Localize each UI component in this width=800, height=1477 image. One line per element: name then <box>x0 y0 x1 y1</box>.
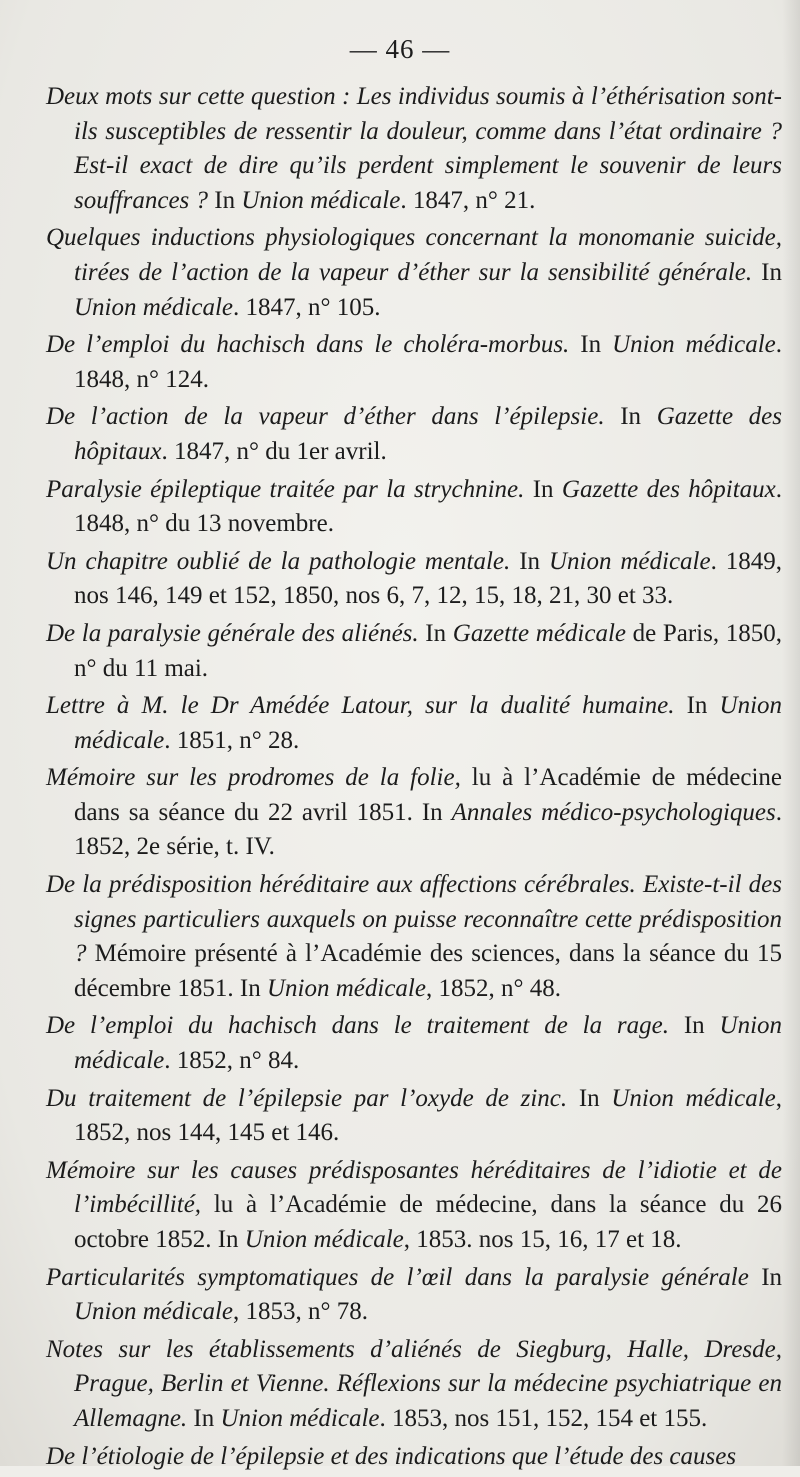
entry-title: De l’action de la vapeur d’éther dans l’épilepsie. <box>46 403 605 431</box>
entry-journal: Union médicale <box>220 1404 380 1432</box>
entry-details: , 1853. nos 15, 16, 17 et 18. <box>403 1226 682 1253</box>
page-number: — 46 — <box>349 34 451 64</box>
entry-prefix: In <box>683 1012 705 1040</box>
entry-journal: Union médicale <box>611 1084 776 1112</box>
page-edge-shadow <box>782 0 800 1466</box>
entry-journal: Union médicale <box>244 1226 404 1253</box>
entry-title: De l’emploi du hachisch dans le choléra-morbus. <box>46 331 570 359</box>
list-item <box>46 1261 782 1330</box>
entry-prefix: In <box>761 258 782 286</box>
entry-prefix: In <box>686 692 708 720</box>
entry-title: Notes sur les établissements d’aliénés de Siegburg, Halle, Dresde, Prague, Berlin et Vienne. Réflexions sur la médecine psychiatrique en Allemagne. <box>46 1335 782 1432</box>
list-item <box>46 473 782 542</box>
entry-journal: Union médicale <box>74 293 233 321</box>
entry-title: Deux mots sur cette question : Les individus soumis à l’éthérisation sont-ils susceptibles de ressentir la douleur, comme dans l’état ordinaire ? Est-il exact de dire qu’ils perdent simplement le souvenir de leurs souffrances ? <box>46 83 782 214</box>
entry-title: Un chapitre oublié de la pathologie mentale. <box>46 547 511 575</box>
entry-details: , 1853, n° 78. <box>232 1298 368 1326</box>
entry-title: Du traitement de l’épilepsie par l’oxyde de zinc. <box>46 1084 568 1112</box>
list-item <box>46 1009 782 1078</box>
entry-title: Mémoire sur les causes prédisposantes héréditaires de l’idiotie et de l’imbécillité, <box>46 1156 782 1219</box>
entry-journal: Union médicale <box>548 547 711 575</box>
entry-prefix: In <box>620 403 642 431</box>
list-item <box>46 1082 782 1151</box>
entry-details: , 1852, n° 48. <box>425 974 561 1002</box>
entry-details: . 1853, nos 151, 152, 154 et 155. <box>379 1404 708 1432</box>
list-item <box>46 1440 782 1475</box>
entry-journal: Union médicale <box>74 692 783 754</box>
entry-prefix: In <box>519 547 541 575</box>
entry-title: De l’emploi du hachisch dans le traitement de la rage. <box>46 1012 669 1040</box>
entry-details: . 1849, nos 146, 149 et 152, 1850, nos 6, 7, 12, 15, 18, 21, 30 et 33. <box>74 547 783 610</box>
bibliography-list <box>46 80 782 1477</box>
entry-journal: Gazette des hôpitaux <box>74 403 783 465</box>
entry-details: . 1848, n° 124. <box>74 331 783 393</box>
list-item <box>46 221 782 325</box>
list-item <box>46 689 782 758</box>
list-item <box>46 1154 782 1258</box>
list-item <box>46 617 782 686</box>
entry-prefix: In <box>532 475 554 503</box>
entry-prefix: In <box>761 1263 783 1291</box>
entry-journal: Union médicale <box>266 974 426 1002</box>
entry-details: . 1847, n° du 1er avril. <box>161 437 387 465</box>
entry-title: De l’étiologie de l’épilepsie et des indications que l’étude des causes <box>46 1442 737 1470</box>
list-item <box>46 328 782 397</box>
entry-journal: Gazette médicale <box>452 619 626 647</box>
entry-title: Quelques inductions physiologiques concernant la monomanie suicide, tirées de l’action de la vapeur d’éther sur la sensibilité générale. <box>46 224 782 286</box>
entry-journal: Union médicale <box>74 1012 783 1075</box>
entry-details: . 1852, 2e série, t. IV. <box>74 798 783 861</box>
entry-title: Paralysie épileptique traitée par la strychnine. <box>46 475 525 503</box>
entry-prefix: Mémoire présenté à l’Académie des sciences, dans la séance du 15 décembre 1851. In <box>74 940 782 1002</box>
entry-details: . 1847, n° 105. <box>232 293 381 321</box>
entry-prefix: lu à l’Académie de médecine dans sa séance du 22 avril 1851. In <box>74 764 782 826</box>
entry-title: Mémoire sur les prodromes de la folie, <box>46 764 461 792</box>
entry-journal: Union médicale <box>74 1298 233 1326</box>
list-item <box>46 545 782 614</box>
entry-prefix: In <box>214 186 236 214</box>
entry-prefix: In <box>578 1084 600 1112</box>
entry-title: Particularités symptomatiques de l’œil dans la paralysie générale <box>46 1263 749 1291</box>
entry-details: . 1852, n° 84. <box>164 1047 300 1075</box>
list-item <box>46 761 782 865</box>
entry-details: de Paris, 1850, n° du 11 mai. <box>74 619 782 682</box>
list-item <box>46 400 782 469</box>
entry-title: De la prédisposition héréditaire aux affections cérébrales. Existe-t-il des signes particuliers auxquels on puisse reconnaître cette prédisposition ? <box>46 871 782 968</box>
entry-prefix: In <box>425 619 447 647</box>
entry-prefix: In <box>193 1404 215 1432</box>
list-item <box>46 80 782 218</box>
entry-journal: Gazette des hôpitaux <box>561 475 776 503</box>
entry-details: . 1851, n° 28. <box>164 726 300 754</box>
entry-details: , 1852, nos 144, 145 et 146. <box>74 1084 783 1147</box>
entry-prefix: In <box>580 331 602 359</box>
entry-details: . 1848, n° du 13 novembre. <box>74 475 783 538</box>
list-item <box>46 868 782 1006</box>
entry-journal: Union médicale <box>612 331 776 359</box>
entry-details: . 1847, n° 21. <box>400 186 536 214</box>
entry-journal: Union médicale <box>241 186 401 214</box>
entry-title: De la paralysie générale des aliénés. <box>46 619 419 647</box>
list-item <box>46 1333 782 1437</box>
entry-journal: Annales médico-psychologiques <box>451 798 776 826</box>
entry-prefix: lu à l’Académie de médecine, dans la séance du 26 octobre 1852. In <box>74 1191 783 1253</box>
entry-title: Lettre à M. le Dr Amédée Latour, sur la dualité humaine. <box>46 692 675 720</box>
